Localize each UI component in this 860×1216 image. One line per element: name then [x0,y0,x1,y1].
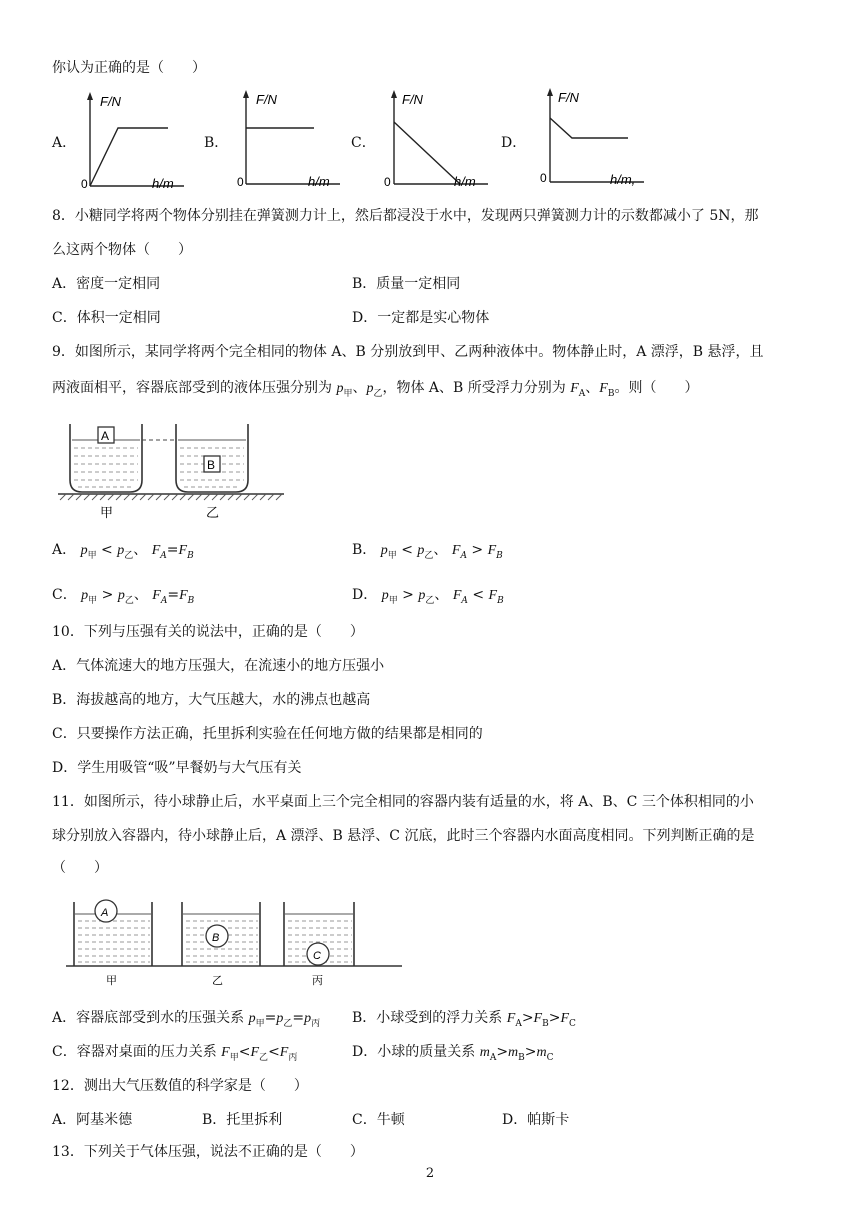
q9-stem-2 [52,378,698,404]
q7-option-c-label: C． [351,135,376,151]
q7-graph-a-origin: 0 [81,177,88,190]
q9-option-d: D． $p_甲 > p_乙$、 $F_A < F_B$ [352,587,504,606]
q9-container-yi [176,424,248,492]
q7-stem-tail: 你认为正确的是（ ） [52,60,206,76]
q11-container-yi [182,902,260,966]
q7-graph-d-curve [550,118,628,138]
q7-graph-c-curve [394,122,460,184]
q11-container-jia [74,900,152,966]
q8-option-b: B．质量一定相同 [352,276,461,292]
q10-option-c: C．只要操作方法正确，托里拆利实验在任何地方做的结果都是相同的 [52,726,483,742]
q9-option-a: A． $p_甲 < p_乙$、 $F_A=F_B$ [52,542,194,561]
q7-graph-c-xaxis: h/m [454,174,476,188]
q12-option-c: C．牛顿 [352,1112,405,1128]
q11-label-jia: 甲 [106,975,117,987]
q7-graph-a [76,90,186,190]
q10-stem: 10．下列与压强有关的说法中，正确的是（ ） [52,624,364,640]
q9-f-b: F [599,381,608,396]
q9-container-jia [70,424,142,492]
q11-option-d: D．小球的质量关系 $m_A>m_B>m_C$ [352,1044,554,1063]
q11-ball-b-label: B [212,932,220,944]
q9-stem-2b: ，物体 A、B 所受浮力分别为 [382,380,571,396]
q7-graph-b-xaxis: h/m [308,174,330,188]
q11-stem-1: 11．如图所示，待小球静止后，水平桌面上三个完全相同的容器内装有适量的水，将 A、B、C 三个体积相同的小 [52,794,754,810]
q9-sep: 、 [352,380,367,396]
q9-option-c: C． $p_甲 > p_乙$、 $F_A=F_B$ [52,587,195,606]
q9-sub-a: A [578,388,586,399]
q7-graph-d [536,86,648,186]
q7-graph-b-yaxis: F/N [256,92,277,107]
q9-sep2: 、 [585,380,600,396]
q9-label-jia: 甲 [100,505,114,520]
q10-option-a: A．气体流速大的地方压强大，在流速小的地方压强小 [52,658,385,674]
q12-stem: 12．测出大气压数值的科学家是（ ） [52,1078,308,1094]
q10-option-b: B．海拔越高的地方，大气压越大，水的沸点也越高 [52,692,371,708]
q9-option-b: B． $p_甲 < p_乙$、 $F_A > F_B$ [352,542,503,561]
q11-container-bing [284,902,354,966]
q8-option-a: A．密度一定相同 [52,276,161,292]
q9-f-a: F [570,381,579,396]
q9-stem-1: 9．如图所示，某同学将两个完全相同的物体 A、B 分别放到甲、乙两种液体中。物体静止时，A 漂浮，B 悬浮，且 [52,344,764,360]
q9-stem-2c: 。则（ ） [614,380,699,396]
q7-graph-c-yaxis: F/N [402,92,423,107]
q7-graph-d-yaxis: F/N [558,90,579,105]
q9-p-jia: p [336,381,344,396]
q7-graph-a-xaxis: h/m [152,176,174,190]
q11-option-b: B．小球受到的浮力关系 $F_A>F_B>F_C$ [352,1010,576,1029]
q7-graph-d-xaxis: h/m, [610,172,636,186]
q8-stem-1: 8．小糖同学将两个物体分别挂在弹簧测力计上，然后都浸没于水中，发现两只弹簧测力计的示数都减小了 5N，那 [52,208,759,224]
q10-option-d: D．学生用吸管“吸”早餐奶与大气压有关 [52,760,302,776]
q8-stem-2: 么这两个物体（ ） [52,242,192,258]
q11-label-bing: 丙 [312,975,323,987]
q7-graph-a-yaxis: F/N [100,94,121,109]
q13-stem: 13．下列关于气体压强，说法不正确的是（ ） [52,1144,364,1160]
page-number: 2 [425,1166,435,1181]
q9-object-a-label: A [101,429,110,443]
q9-sub-jia: 甲 [343,388,353,399]
q12-option-a: A．阿基米德 [52,1112,133,1128]
q11-figure [66,896,406,992]
q9-p-yi: p [366,381,374,396]
q11-stem-2: 球分别放入容器内，待小球静止后，A 漂浮、B 悬浮、C 沉底，此时三个容器内水面高度相同。下列判断正确的是 [52,828,755,844]
q12-option-d: D．帕斯卡 [502,1112,570,1128]
q9-sub-yi: 乙 [373,388,383,399]
q9-figure [56,420,296,520]
q9-sub-b: B [607,388,615,399]
q7-graph-b-origin: 0 [237,175,244,188]
q11-stem-3: （ ） [52,860,108,876]
q11-ball-c-label: C [313,950,321,962]
q7-graph-d-origin: 0 [540,171,547,185]
q7-graph-c-origin: 0 [384,175,391,188]
q12-option-b: B．托里拆利 [202,1112,283,1128]
q7-graph-b [234,88,344,188]
q11-label-yi: 乙 [212,975,223,987]
q9-label-yi: 乙 [206,505,220,520]
q11-option-a: A．容器底部受到水的压强关系 $p_甲=p_乙=p_丙$ [52,1010,321,1029]
q7-option-d-label: D． [501,135,527,151]
q7-graph-c [380,88,492,188]
q7-option-b-label: B． [204,135,229,151]
q8-option-d: D．一定都是实心物体 [352,310,490,326]
q8-option-c: C．体积一定相同 [52,310,161,326]
q9-stem-2a: 两液面相平，容器底部受到的液体压强分别为 [52,380,337,396]
q11-ball-a-label: A [101,907,109,919]
q9-object-b-label: B [207,458,216,472]
q7-option-a-label: A． [52,135,77,151]
q11-option-c: C．容器对桌面的压力关系 $F_甲<F_乙<F_丙$ [52,1044,298,1063]
